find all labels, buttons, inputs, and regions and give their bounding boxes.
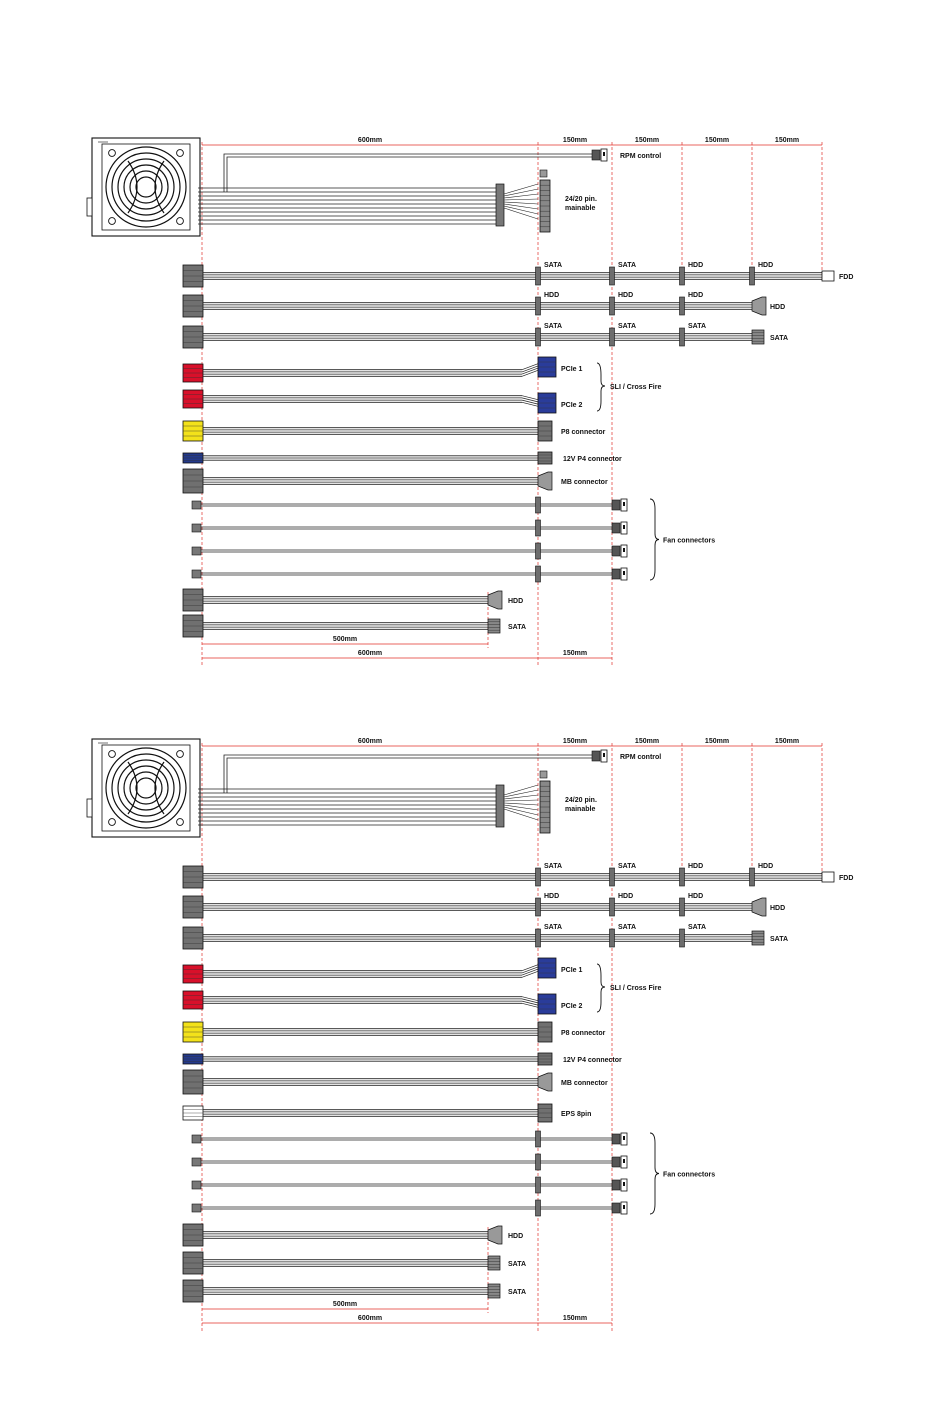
sata-end-connector — [752, 330, 764, 344]
row-connector-label: HDD — [688, 863, 704, 870]
fan-psu-plug — [192, 501, 201, 509]
psu-switch — [87, 198, 92, 216]
fan-psu-plug — [192, 524, 201, 532]
fan-psu-plug — [192, 1181, 201, 1189]
inline-connector — [610, 868, 615, 886]
fan-connector-pin — [603, 152, 605, 156]
cable-wire — [227, 758, 592, 793]
cable-wire — [522, 1003, 538, 1007]
inline-connector — [536, 929, 541, 947]
peripheral-cable-row — [183, 893, 785, 918]
atx-label: mainable — [565, 806, 596, 813]
cable-wire — [522, 997, 538, 1001]
molex-end-connector — [488, 591, 502, 609]
cable-wire — [522, 398, 538, 402]
molex-end-connector — [752, 898, 766, 916]
inline-connector — [536, 1131, 541, 1147]
p8-connector-label: P8 connector — [561, 429, 606, 436]
row-end-label: HDD — [770, 304, 786, 311]
row-connector-label: HDD — [618, 893, 634, 900]
fan-connector-pin — [623, 525, 625, 529]
p4-connector-label: 12V P4 connector — [563, 456, 622, 463]
mb-connector-label: MB connector — [561, 1080, 608, 1087]
row-connector-label: HDD — [688, 893, 704, 900]
atx-cable — [198, 170, 597, 232]
inline-connector — [610, 297, 615, 315]
short-cable-label: SATA — [508, 1261, 527, 1268]
row-end-label: FDD — [839, 274, 854, 281]
dimension-label-top: 150mm — [704, 137, 730, 144]
inline-connector — [750, 267, 755, 285]
peripheral-cable-row — [183, 292, 785, 317]
cable-wire — [504, 206, 538, 214]
short-cable-label: SATA — [508, 624, 527, 631]
fan-psu-plug — [192, 547, 201, 555]
fan-connector-pin — [623, 571, 625, 575]
screw-hole — [109, 218, 116, 225]
peripheral-cable-row — [183, 323, 788, 348]
atx-sleeve — [496, 184, 504, 226]
row-end-label: FDD — [839, 875, 854, 882]
fan-connector-pin — [623, 1136, 625, 1140]
dimension-label-bottom: 600mm — [357, 650, 383, 657]
inline-connector — [536, 898, 541, 916]
fan-brace — [650, 1133, 659, 1214]
cable-wire — [504, 807, 538, 815]
fan-connector-pin — [623, 1182, 625, 1186]
dimension-label-bottom: 500mm — [332, 1301, 358, 1308]
dimension-label-top: 150mm — [634, 738, 660, 745]
p8-cable — [183, 1022, 606, 1042]
inline-connector — [536, 566, 541, 582]
screw-hole — [109, 150, 116, 157]
fan-connectors-label: Fan connectors — [663, 1171, 716, 1179]
short-cable-label: SATA — [508, 1289, 527, 1296]
cable-wire — [504, 204, 538, 209]
inline-connector — [536, 868, 541, 886]
diagram-2 — [87, 738, 853, 1331]
fan-connector-body — [612, 1134, 620, 1144]
peripheral-cable-row — [183, 863, 853, 888]
fan-connector-pin — [623, 548, 625, 552]
row-end-label: SATA — [770, 936, 789, 943]
fan-cables — [192, 497, 715, 582]
rpm-control-label: RPM control — [620, 153, 662, 160]
inline-connector — [610, 328, 615, 346]
inline-connector — [680, 297, 685, 315]
cable-wire — [522, 1001, 538, 1005]
inline-connector — [680, 868, 685, 886]
dimension-label-top: 150mm — [634, 137, 660, 144]
dimension-label-bottom: 150mm — [562, 1315, 588, 1322]
fdd-end-connector — [822, 271, 834, 281]
fan-brace — [650, 499, 659, 580]
row-connector-label: HDD — [758, 262, 774, 269]
pcie-cables — [183, 357, 661, 413]
row-connector-label: SATA — [618, 863, 637, 870]
inline-connector — [610, 929, 615, 947]
sata-end-connector — [752, 931, 764, 945]
fan-connector-body — [592, 150, 600, 160]
fan-connector-pin — [623, 502, 625, 506]
fdd-end-connector — [822, 872, 834, 882]
short-cable-label: HDD — [508, 598, 524, 605]
p4-cable — [183, 452, 622, 464]
fan-cables — [192, 1131, 715, 1216]
cable-wire — [504, 199, 538, 200]
sli-brace — [597, 964, 605, 1012]
inline-connector — [536, 328, 541, 346]
dimension-guides — [202, 137, 822, 666]
cable-wire — [504, 194, 538, 198]
dimension-label-top: 600mm — [357, 137, 383, 144]
fan-connector-pin — [623, 1205, 625, 1209]
row-connector-label: HDD — [688, 292, 704, 299]
inline-connector — [610, 267, 615, 285]
cable-wire — [504, 202, 538, 204]
cable-wire — [504, 208, 538, 219]
cable-wire — [522, 400, 538, 404]
eps-connector-label: EPS 8pin — [561, 1111, 592, 1118]
inline-connector — [680, 328, 685, 346]
eps-cable — [183, 1104, 591, 1122]
fan-connector-body — [612, 569, 620, 579]
pcie-label: PCIe 2 — [561, 402, 583, 409]
screw-hole — [177, 819, 184, 826]
cable-wire — [522, 396, 538, 400]
psu-switch — [87, 799, 92, 817]
row-connector-label: SATA — [544, 323, 563, 330]
row-connector-label: HDD — [544, 292, 560, 299]
row-connector-label: SATA — [544, 262, 563, 269]
fan-psu-plug — [192, 570, 201, 578]
inline-connector — [536, 520, 541, 536]
p4-connector-label: 12V P4 connector — [563, 1057, 622, 1064]
atx-aux-connector — [540, 771, 547, 778]
atx-label: mainable — [565, 205, 596, 212]
screw-hole — [177, 150, 184, 157]
row-connector-label: SATA — [688, 323, 707, 330]
mb-cable — [183, 469, 608, 493]
molex-end-connector — [538, 1073, 552, 1091]
sata-end-connector — [488, 619, 500, 633]
dimension-label-bottom: 600mm — [357, 1315, 383, 1322]
peripheral-cable-row — [183, 262, 853, 287]
fan-connector-body — [612, 523, 620, 533]
row-connector-label: SATA — [618, 262, 637, 269]
inline-connector — [610, 898, 615, 916]
fan-connector-body — [612, 1157, 620, 1167]
mb-connector-label: MB connector — [561, 479, 608, 486]
inline-connector — [680, 267, 685, 285]
dimension-label-top: 150mm — [562, 738, 588, 745]
fan-connector-body — [612, 546, 620, 556]
cable-wire — [224, 755, 592, 793]
fan-connector-body — [612, 500, 620, 510]
diagram-1 — [87, 137, 853, 666]
screw-hole — [109, 819, 116, 826]
screw-hole — [177, 751, 184, 758]
dimension-label-top: 600mm — [357, 738, 383, 745]
fan-psu-plug — [192, 1135, 201, 1143]
molex-end-connector — [488, 1226, 502, 1244]
pcie-label: PCIe 2 — [561, 1003, 583, 1010]
cable-wire — [504, 795, 538, 799]
sli-crossfire-label: SLI / Cross Fire — [610, 384, 662, 391]
sata-end-connector — [488, 1256, 500, 1270]
sli-crossfire-label: SLI / Cross Fire — [610, 985, 662, 992]
fan-connector-body — [592, 751, 600, 761]
pcie-label: PCIe 1 — [561, 967, 583, 974]
short-cables — [183, 589, 526, 637]
p8-connector-label: P8 connector — [561, 1030, 606, 1037]
atx-aux-connector — [540, 170, 547, 177]
inline-connector — [750, 868, 755, 886]
row-end-label: SATA — [770, 335, 789, 342]
inline-connector — [536, 297, 541, 315]
screw-hole — [177, 218, 184, 225]
dimension-label-top: 150mm — [704, 738, 730, 745]
row-end-label: HDD — [770, 905, 786, 912]
peripheral-cable-row — [183, 924, 788, 949]
short-cable-label: HDD — [508, 1233, 524, 1240]
dimension-label-top: 150mm — [774, 738, 800, 745]
atx-sleeve — [496, 785, 504, 827]
psu-unit — [87, 138, 200, 236]
fan-connector-body — [612, 1203, 620, 1213]
rpm-cable — [224, 750, 661, 793]
rpm-cable — [224, 149, 661, 192]
dimension-label-bottom: 500mm — [332, 636, 358, 643]
fan-connectors-label: Fan connectors — [663, 537, 716, 545]
inline-connector — [536, 1200, 541, 1216]
fan-connector-pin — [623, 1159, 625, 1163]
dimension-guides — [202, 738, 822, 1331]
screw-hole — [109, 751, 116, 758]
row-connector-label: SATA — [544, 863, 563, 870]
row-connector-label: SATA — [688, 924, 707, 931]
psu-unit — [87, 739, 200, 837]
fan-psu-plug — [192, 1158, 201, 1166]
cable-wire — [522, 402, 538, 406]
row-connector-label: HDD — [544, 893, 560, 900]
inline-connector — [536, 267, 541, 285]
inline-connector — [680, 929, 685, 947]
inline-connector — [536, 543, 541, 559]
inline-connector — [536, 497, 541, 513]
fan-psu-plug — [192, 1204, 201, 1212]
inline-connector — [680, 898, 685, 916]
cable-wire — [504, 805, 538, 810]
mb-cable — [183, 1070, 608, 1094]
p8-cable — [183, 421, 606, 441]
atx-label: 24/20 pin. — [565, 196, 597, 203]
sli-brace — [597, 363, 605, 411]
sata-end-connector — [488, 1284, 500, 1298]
row-connector-label: SATA — [618, 323, 637, 330]
molex-end-connector — [752, 297, 766, 315]
cable-wire — [227, 157, 592, 192]
fan-connector-pin — [603, 753, 605, 757]
dimension-label-top: 150mm — [562, 137, 588, 144]
row-connector-label: SATA — [618, 924, 637, 931]
cable-wire — [504, 809, 538, 820]
rpm-control-label: RPM control — [620, 754, 662, 761]
inline-connector — [536, 1154, 541, 1170]
fan-connector-body — [612, 1180, 620, 1190]
molex-end-connector — [538, 472, 552, 490]
row-connector-label: HDD — [758, 863, 774, 870]
cable-wire — [522, 999, 538, 1003]
row-connector-label: HDD — [688, 262, 704, 269]
pcie-label: PCIe 1 — [561, 366, 583, 373]
cable-wire — [504, 803, 538, 805]
atx-label: 24/20 pin. — [565, 797, 597, 804]
row-connector-label: SATA — [544, 924, 563, 931]
cable-wire — [224, 154, 592, 192]
dimension-label-top: 150mm — [774, 137, 800, 144]
dimension-label-bottom: 150mm — [562, 650, 588, 657]
inline-connector — [536, 1177, 541, 1193]
short-cables — [183, 1224, 526, 1302]
atx-cable — [198, 771, 597, 833]
row-connector-label: HDD — [618, 292, 634, 299]
pcie-cables — [183, 958, 661, 1014]
cable-wire — [504, 800, 538, 801]
p4-cable — [183, 1053, 622, 1065]
